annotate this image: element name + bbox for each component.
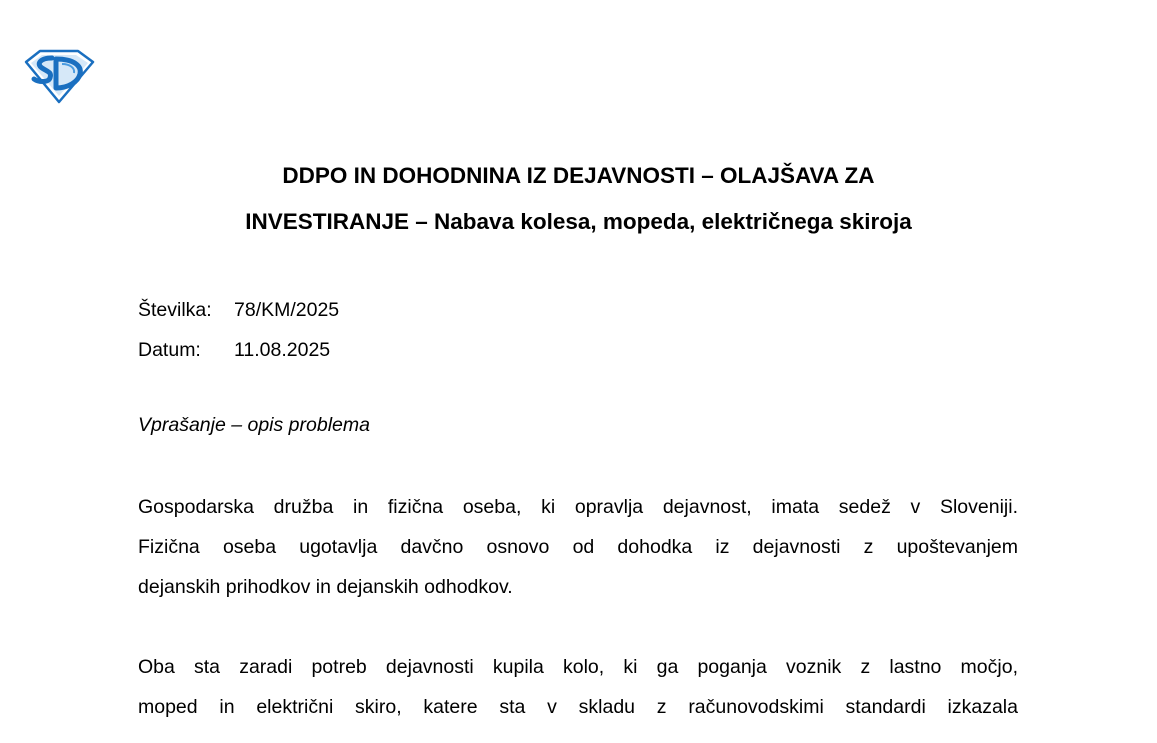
paragraph-2-line-1: Oba sta zaradi potreb dejavnosti kupila kolo, ki ga poganja voznik z lastno močjo,	[138, 656, 1018, 678]
title-line-2: INVESTIRANJE – Nabava kolesa, mopeda, električnega skiroja	[245, 209, 912, 234]
paragraph-2-line-2: moped in električni skiro, katere sta v skladu z računovodskimi standardi izkazala	[138, 696, 1018, 718]
number-row	[138, 290, 339, 330]
document-title	[0, 153, 1157, 245]
date-row	[138, 330, 339, 370]
paragraph-1-line-1: Gospodarska družba in fizična oseba, ki opravlja dejavnost, imata sedež v Sloveniji.	[138, 496, 1018, 518]
date-label: Datum:	[138, 339, 201, 361]
sd-shield-logo-icon	[22, 48, 96, 104]
date-value: 11.08.2025	[234, 339, 331, 361]
document-meta	[138, 290, 339, 370]
number-value: 78/KM/2025	[234, 299, 340, 321]
title-line-1: DDPO IN DOHODNINA IZ DEJAVNOSTI – OLAJŠAVA ZA	[282, 163, 875, 188]
question-heading: Vprašanje – opis problema	[138, 414, 370, 436]
paragraph-2	[138, 647, 1018, 727]
number-label: Številka:	[138, 299, 212, 321]
paragraph-1-line-2: Fizična oseba ugotavlja davčno osnovo od dohodka iz dejavnosti z upoštevanjem	[138, 536, 1018, 558]
paragraph-1-line-3: dejanskih prihodkov in dejanskih odhodkov.	[138, 576, 513, 598]
paragraph-1	[138, 487, 1018, 607]
